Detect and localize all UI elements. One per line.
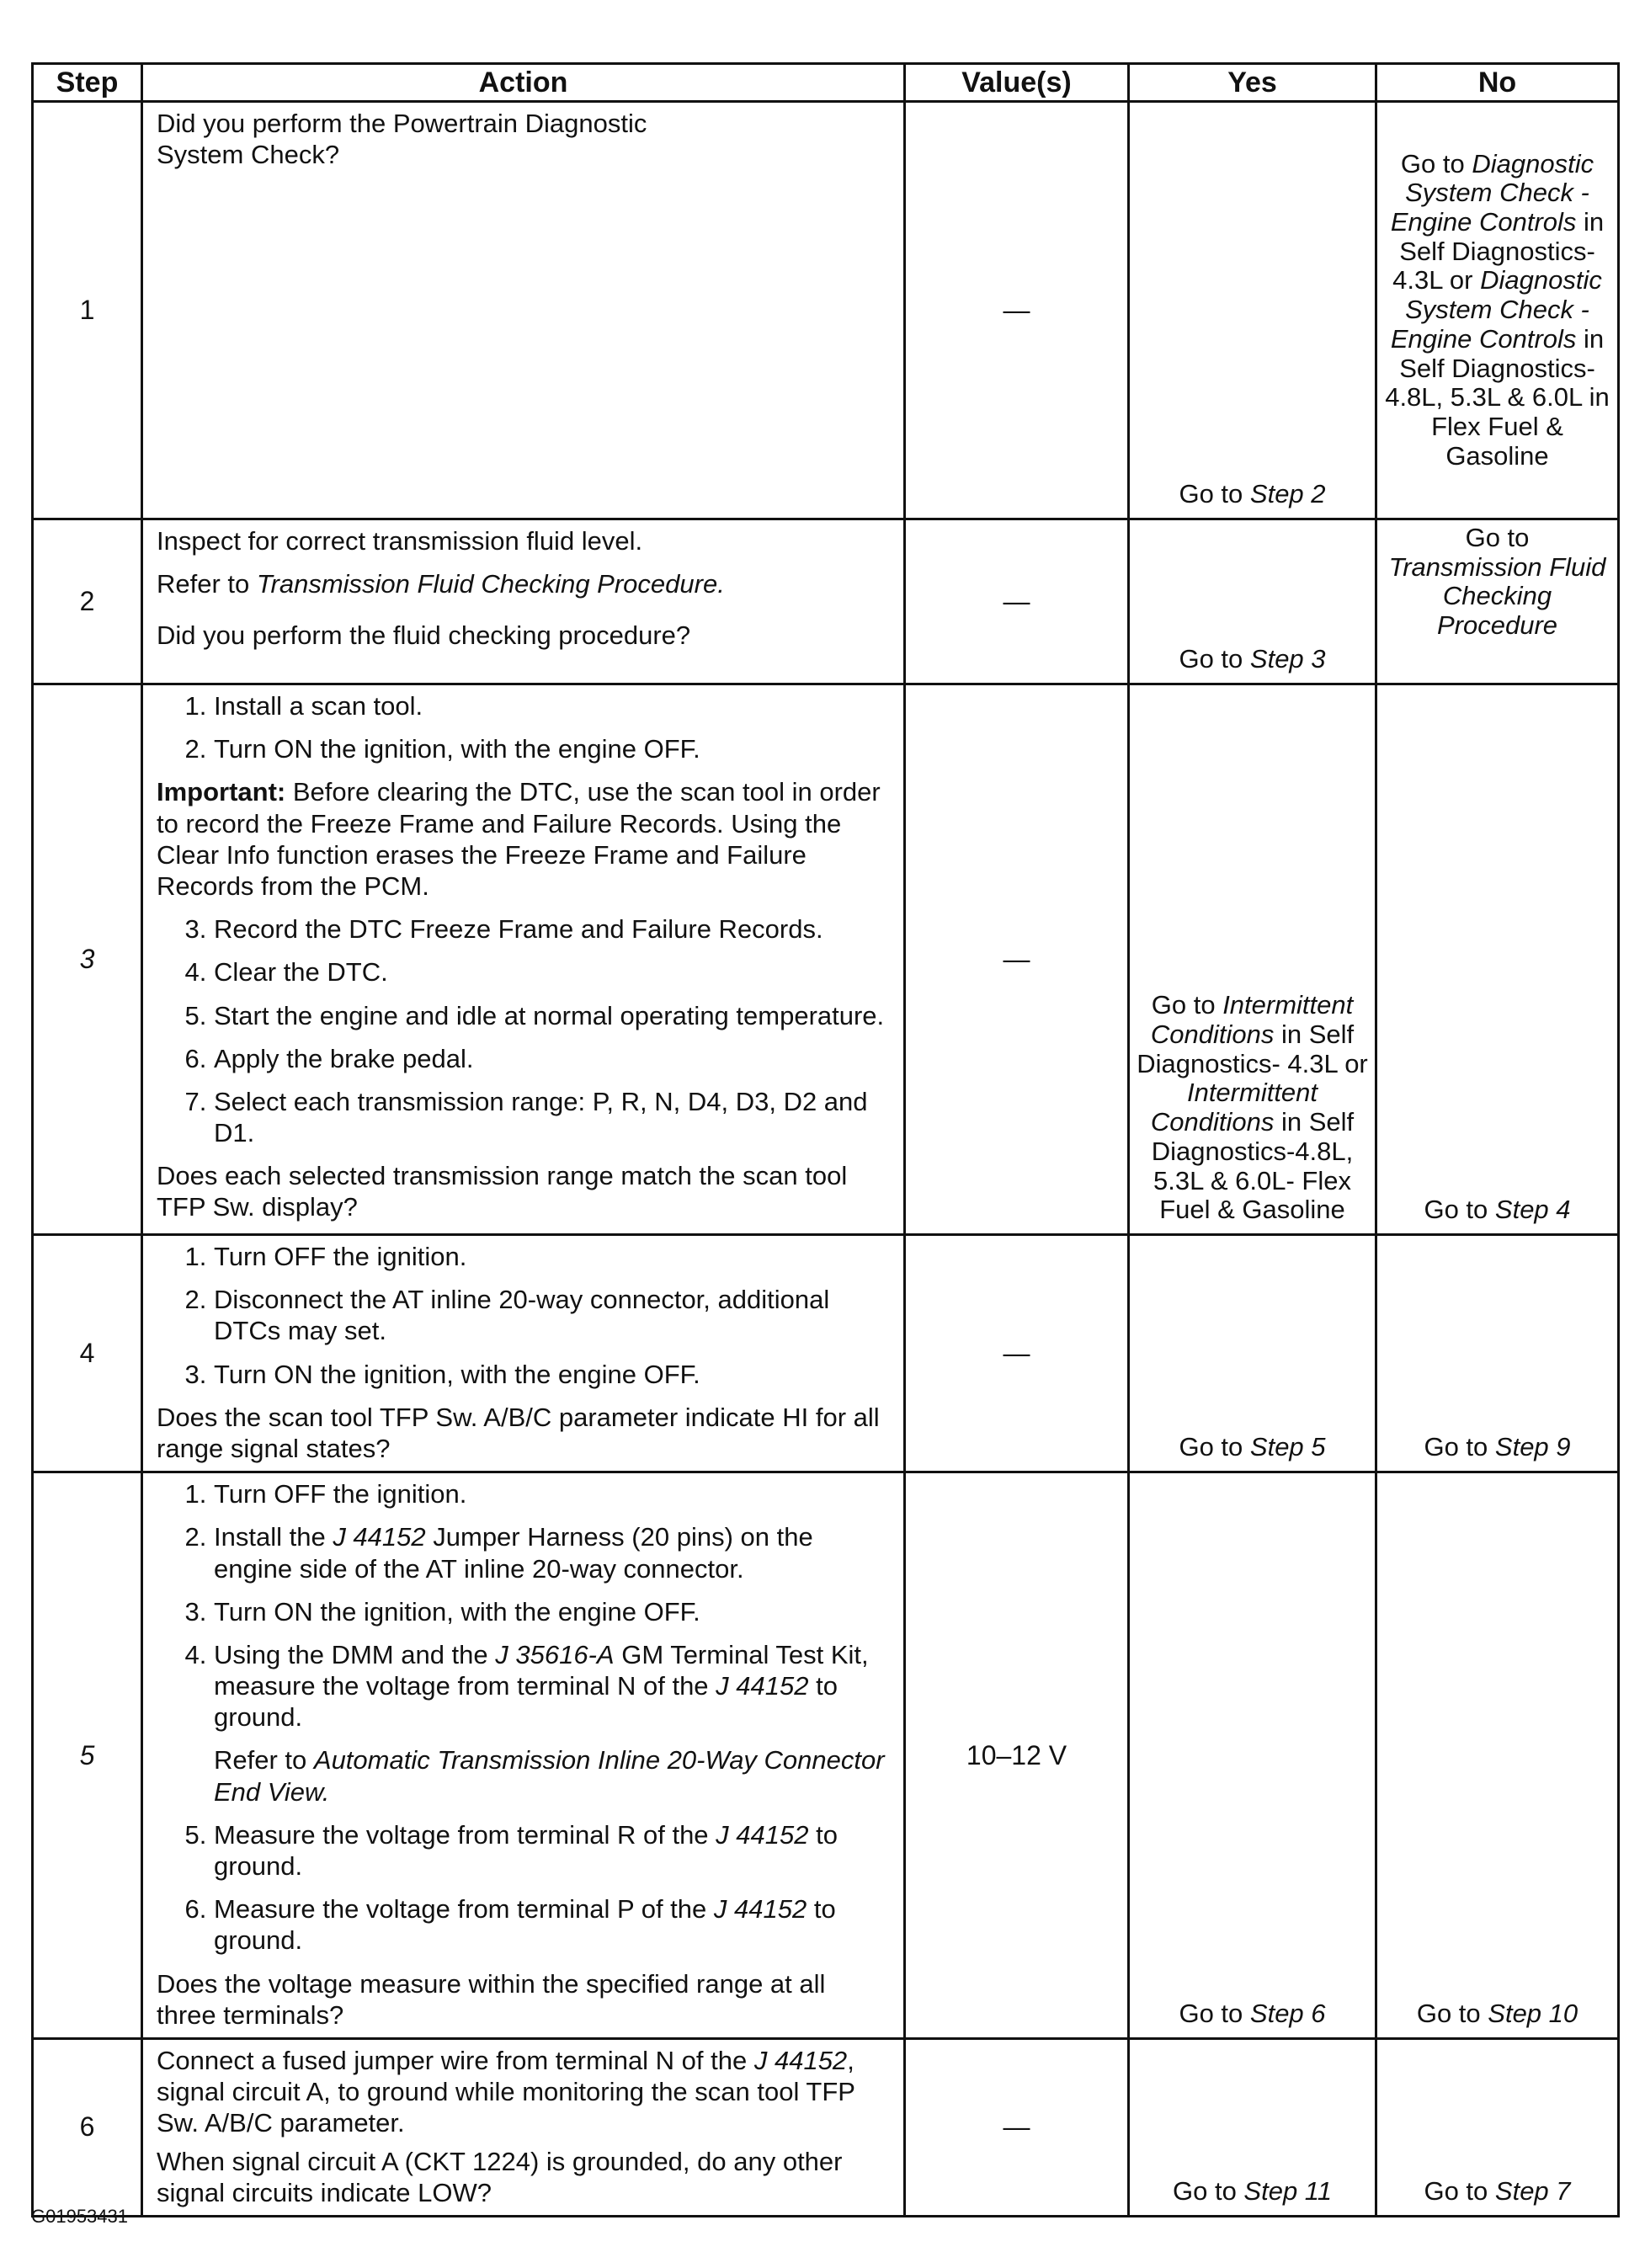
no-cell — [1376, 1472, 1619, 2039]
value-cell: — — [905, 519, 1129, 684]
item-text: to ground. — [214, 1819, 838, 1881]
no-cell — [1376, 684, 1619, 1235]
step-3-link[interactable]: Step 3 — [1249, 644, 1326, 674]
intermittent-conditions-link[interactable]: Intermittent Conditions — [1150, 1078, 1318, 1137]
list-item: 6. Apply the brake pedal. — [214, 1043, 892, 1074]
go-to-text: Go to — [1465, 523, 1530, 552]
list-item: 1. Install a scan tool. — [214, 690, 892, 721]
table-row-step-3 — [33, 684, 1619, 1235]
step-number: 4 — [33, 1235, 142, 1472]
step-number: 5 — [33, 1472, 142, 2039]
step-5-link[interactable]: Step 5 — [1249, 1432, 1326, 1462]
step-9-link[interactable]: Step 9 — [1494, 1432, 1571, 1462]
table-row-step-4 — [33, 1235, 1619, 1472]
refer-line — [214, 1744, 892, 1807]
action-question: When signal circuit A (CKT 1224) is grounded, do any other signal circuits indicate LOW? — [157, 2146, 843, 2207]
j44152-link[interactable]: J 44152 — [716, 1671, 809, 1701]
intermittent-conditions-link[interactable]: Intermittent Conditions — [1150, 990, 1354, 1049]
fluid-checking-link[interactable]: Transmission Fluid Checking Procedure. — [256, 569, 725, 599]
j35616a-link[interactable]: J 35616-A — [495, 1639, 615, 1669]
no-text: Go to — [1400, 148, 1472, 178]
step-number: 3 — [33, 684, 142, 1235]
list-item: 4. Clear the DTC. — [214, 956, 892, 988]
action-question: Does each selected transmission range match the scan tool TFP Sw. display? — [157, 1161, 848, 1222]
go-to-text: Go to — [1424, 2176, 1495, 2207]
item-text: Measure the voltage from terminal P of the — [214, 1894, 714, 1925]
go-to-text: Go to — [1179, 1432, 1250, 1462]
value-cell: — — [905, 102, 1129, 519]
fluid-checking-procedure-link[interactable]: Transmission Fluid Checking Procedure — [1388, 551, 1606, 641]
action-cell — [142, 102, 905, 519]
yes-target — [1130, 2177, 1375, 2207]
figure-id: G01953431 — [31, 2206, 128, 2227]
action-line: Did you perform the Powertrain Diagnostic — [157, 109, 647, 138]
go-to-text: Go to — [1424, 1195, 1495, 1225]
no-target — [1381, 150, 1614, 471]
value-cell: — — [905, 2038, 1129, 2216]
important-note — [157, 776, 892, 902]
procedure-list — [157, 1478, 892, 1956]
action-line: System Check? — [157, 140, 340, 170]
value-cell: — — [905, 1235, 1129, 1472]
list-item — [214, 1521, 892, 1584]
j44152-link[interactable]: J 44152 — [333, 1522, 426, 1552]
no-target — [1377, 1195, 1617, 1225]
go-to-text: Go to — [1179, 644, 1250, 674]
step-4-link[interactable]: Step 4 — [1494, 1195, 1571, 1225]
list-item: 3. Record the DTC Freeze Frame and Failure Records. — [214, 913, 892, 945]
go-to-text: Go to — [1151, 990, 1223, 1020]
action-cell — [142, 519, 905, 684]
step-number: 2 — [33, 519, 142, 684]
list-item: 3. Turn ON the ignition, with the engine OFF. — [214, 1359, 892, 1390]
go-to-text: Go to — [1172, 2176, 1244, 2207]
list-item: 1. Turn OFF the ignition. — [214, 1478, 892, 1509]
yes-target — [1130, 1433, 1375, 1462]
yes-text: in Self Diagnostics-4.8L, 5.3L & 6.0L- Flex Fuel & Gasoline — [1151, 1107, 1355, 1225]
header-yes: Yes — [1129, 64, 1376, 102]
item-text: Jumper Harness (20 pins) on the engine side of the AT inline 20-way connector. — [214, 1522, 813, 1584]
diagnostic-system-check-link[interactable]: Diagnostic System Check - Engine Controls — [1390, 148, 1594, 237]
step-10-link[interactable]: Step 10 — [1488, 1999, 1578, 2029]
action-line — [157, 568, 892, 599]
list-item — [214, 1819, 892, 1882]
table-row-step-5 — [33, 1472, 1619, 2039]
connector-end-view-link[interactable]: Automatic Transmission Inline 20-Way Connector End View. — [214, 1745, 885, 1807]
list-item: 5. Start the engine and idle at normal operating temperature. — [214, 1000, 892, 1031]
yes-text: in Self Diagnostics- 4.3L or — [1137, 1019, 1368, 1078]
list-item — [214, 1893, 892, 1956]
yes-cell — [1129, 684, 1376, 1235]
table-row-step-1 — [33, 102, 1619, 519]
action-cell — [142, 1472, 905, 2039]
action-text: Connect a fused jumper wire from terminal N of the — [157, 2045, 754, 2075]
action-line — [157, 2045, 892, 2139]
action-cell — [142, 2038, 905, 2216]
yes-cell — [1129, 2038, 1376, 2216]
action-question: Does the scan tool TFP Sw. A/B/C parameter indicate HI for all range signal states? — [157, 1402, 880, 1463]
step-number: 6 — [33, 2038, 142, 2216]
no-target — [1377, 1433, 1617, 1462]
item-text: Measure the voltage from terminal R of the — [214, 1819, 716, 1850]
step-number: 1 — [33, 102, 142, 519]
no-text: in Self Diagnostics-4.8L, 5.3L & 6.0L in Flex Fuel & Gasoline — [1385, 323, 1610, 471]
list-item: 2. Disconnect the AT inline 20-way connector, additional DTCs may set. — [214, 1284, 892, 1346]
value-cell: 10–12 V — [905, 1472, 1129, 2039]
action-question: Did you perform the fluid checking procedure? — [157, 620, 691, 651]
procedure-list — [157, 690, 892, 764]
diagnostic-table — [31, 62, 1620, 2217]
yes-cell — [1129, 102, 1376, 519]
go-to-text: Go to — [1179, 479, 1250, 509]
item-text: to ground. — [214, 1671, 838, 1733]
yes-target — [1130, 480, 1375, 509]
yes-target — [1130, 1999, 1375, 2029]
no-cell — [1376, 1235, 1619, 1472]
list-item: 3. Turn ON the ignition, with the engine OFF. — [214, 1596, 892, 1627]
no-target — [1377, 2177, 1617, 2207]
yes-target — [1133, 991, 1371, 1225]
yes-cell — [1129, 1235, 1376, 1472]
table-row-step-2 — [33, 519, 1619, 684]
header-no: No — [1376, 64, 1619, 102]
action-cell — [142, 684, 905, 1235]
refer-text: Refer to — [157, 569, 257, 599]
go-to-text: Go to — [1179, 1999, 1250, 2029]
table-row-step-6 — [33, 2038, 1619, 2216]
no-target — [1382, 524, 1612, 641]
value-cell: — — [905, 684, 1129, 1235]
list-item: 2. Turn ON the ignition, with the engine OFF. — [214, 733, 892, 764]
step-2-link[interactable]: Step 2 — [1249, 479, 1326, 509]
item-text: to ground. — [214, 1894, 836, 1956]
go-to-text: Go to — [1416, 1999, 1488, 2029]
action-text: , signal circuit A, to ground while monitoring the scan tool TFP Sw. A/B/C parameter. — [157, 2045, 855, 2138]
action-question: Does the voltage measure within the specified range at all three terminals? — [157, 1968, 826, 2030]
item-text: Install the — [214, 1522, 333, 1552]
step-6-link[interactable]: Step 6 — [1249, 1999, 1326, 2029]
header-action: Action — [142, 64, 905, 102]
yes-cell — [1129, 519, 1376, 684]
go-to-text: Go to — [1424, 1432, 1495, 1462]
important-label: Important: — [157, 777, 286, 807]
header-step: Step — [33, 64, 142, 102]
header-values: Value(s) — [905, 64, 1129, 102]
no-text: in Self Diagnostics- 4.3L or — [1392, 206, 1605, 295]
no-cell — [1376, 519, 1619, 684]
yes-cell — [1129, 1472, 1376, 2039]
refer-text: Refer to — [214, 1745, 314, 1776]
item-text: GM Terminal Test Kit, measure the voltage from terminal N of the — [214, 1639, 869, 1701]
procedure-list — [157, 1241, 892, 1390]
important-text: Before clearing the DTC, use the scan tool in order to record the Freeze Frame and Failure Records. Using the Clear Info function erases the Freeze Frame and Failure Records from the PCM. — [157, 777, 881, 901]
list-item: 1. Turn OFF the ignition. — [214, 1241, 892, 1272]
no-target — [1377, 1999, 1617, 2029]
step-7-link[interactable]: Step 7 — [1494, 2176, 1571, 2207]
item-text: Using the DMM and the — [214, 1639, 496, 1669]
j44152-link[interactable]: J 44152 — [753, 2045, 848, 2075]
diagnostic-system-check-link[interactable]: Diagnostic System Check -Engine Controls — [1390, 265, 1602, 354]
header-row — [33, 64, 1619, 102]
list-item: 7. Select each transmission range: P, R, N, D4, D3, D2 and D1. — [214, 1086, 892, 1148]
action-line: Inspect for correct transmission fluid level. — [157, 526, 643, 556]
no-cell — [1376, 2038, 1619, 2216]
j44152-link[interactable]: J 44152 — [713, 1894, 807, 1925]
j44152-link[interactable]: J 44152 — [716, 1819, 809, 1850]
procedure-list — [157, 913, 892, 1148]
step-11-link[interactable]: Step 11 — [1243, 2176, 1332, 2207]
list-item — [214, 1639, 892, 1807]
no-cell — [1376, 102, 1619, 519]
action-cell — [142, 1235, 905, 1472]
yes-target — [1130, 645, 1375, 674]
